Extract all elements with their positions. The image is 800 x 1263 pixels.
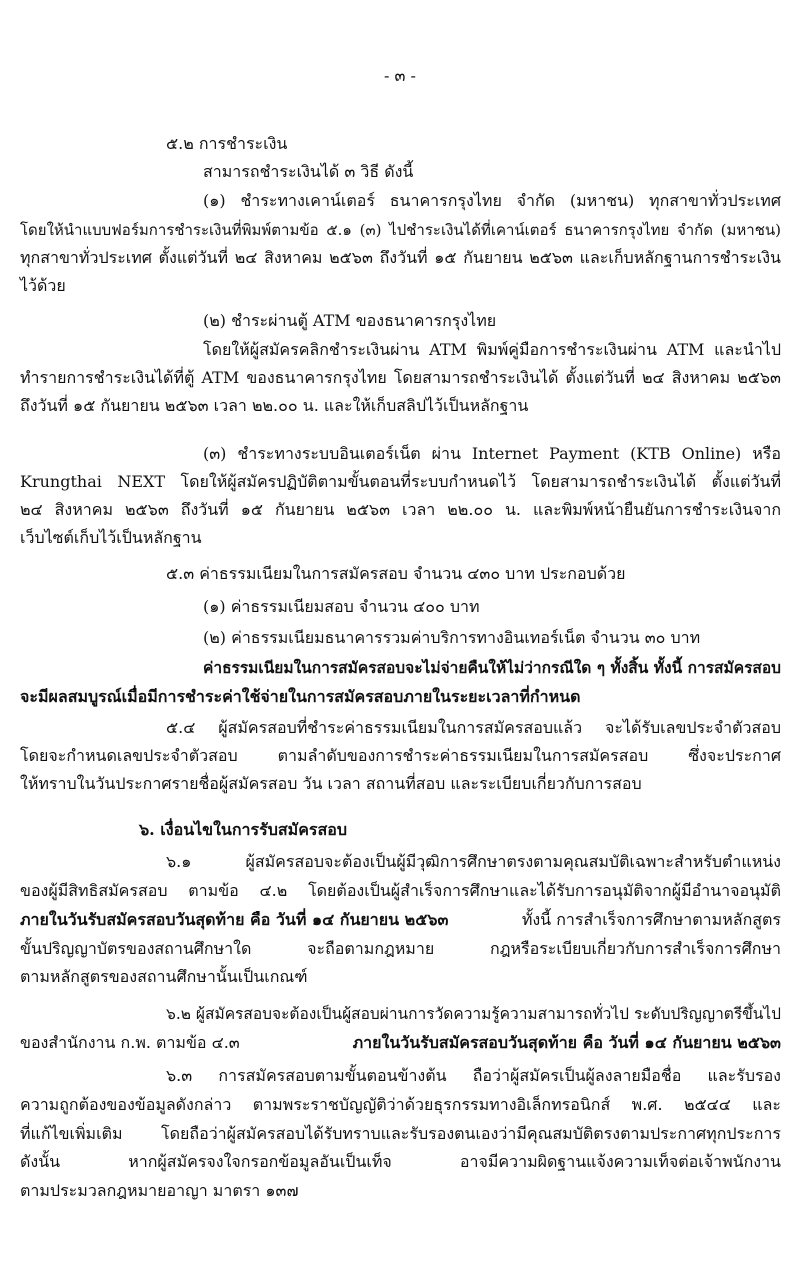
text-line: Krungthai NEXT โดยให้ผู้สมัครปฏิบัติตามขั้นตอนที่ระบบกำหนดไว้ โดยสามารถชำระเงินได้ ตั้งแต่วันที่ [20,472,781,491]
text-line: ของผู้มีสิทธิสมัครสอบ ตามข้อ ๔.๒ โดยต้องเป็นผู้สำเร็จการศึกษาและได้รับการอนุมัติจากผู้มีอำนาจอนุมัติ [20,881,781,900]
text-line: โดยให้นำแบบฟอร์มการชำระเงินที่พิมพ์ตามข้อ ๕.๑ (๓) ไปชำระเงินได้ที่เคาน์เตอร์ ธนาคารกรุงไทย จำกัด (มหาชน) [20,221,781,239]
text-line: ๖.๓ การสมัครสอบตามขั้นตอนข้างต้น ถือว่าผู้สมัครเป็นผู้ลงลายมือชื่อ และรับรอง [166,1066,781,1085]
text-line: ตามประมวลกฎหมายอาญา มาตรา ๑๓๗ [20,1181,299,1200]
section-heading: ๕.๓ ค่าธรรมเนียมในการสมัครสอบ จำนวน ๔๓๐ บาท ประกอบด้วย [166,564,626,583]
text-line: โดยจะกำหนดเลขประจำตัวสอบ ตามลำดับของการชำระค่าธรรมเนียมในการสมัครสอบ ซึ่งจะประกาศ [20,746,781,765]
bold-text-line: ค่าธรรมเนียมในการสมัครสอบจะไม่จ่ายคืนให้ไม่ว่ากรณีใด ๆ ทั้งสิ้น ทั้งนี้ การสมัครสอบ [203,658,781,677]
text-line: ดังนั้น หากผู้สมัครจงใจกรอกข้อมูลอันเป็นเท็จ อาจมีความผิดฐานแจ้งความเท็จต่อเจ้าพนักงาน [20,1152,781,1171]
text-line: เว็บไซต์เก็บไว้เป็นหลักฐาน [20,528,202,547]
text-line: (๒) ชำระผ่านตู้ ATM ของธนาคารกรุงไทย [203,311,497,330]
text-line: ๒๔ สิงหาคม ๒๕๖๓ ถึงวันที่ ๑๕ กันยายน ๒๕๖๓ เวลา ๒๒.๐๐ น. และพิมพ์หน้ายืนยันการชำระเงินจาก [20,500,782,519]
text-line: สามารถชำระเงินได้ ๓ วิธี ดังนี้ [203,162,414,181]
page-number: - ๓ - [384,66,416,85]
text-line: ความถูกต้องของข้อมูลดังกล่าว ตามพระราชบัญญัติว่าด้วยธุรกรรมทางอิเล็กทรอนิกส์ พ.ศ. ๒๕๔๔ และ [20,1095,781,1114]
text-line: (๒) ค่าธรรมเนียมธนาคารรวมค่าบริการทางอินเทอร์เน็ต จำนวน ๓๐ บาท [203,628,701,647]
text-line: ทุกสาขาทั่วประเทศ ตั้งแต่วันที่ ๒๔ สิงหาคม ๒๕๖๓ ถึงวันที่ ๑๕ กันยายน ๒๕๖๓ และเก็บหลักฐานการชำระเงิน [20,248,781,267]
text-line: (๑) ค่าธรรมเนียมสอบ จำนวน ๔๐๐ บาท [203,597,480,616]
text-line: โดยให้ผู้สมัครคลิกชำระเงินผ่าน ATM พิมพ์คู่มือการชำระเงินผ่าน ATM และนำไป [203,340,781,359]
text-segment: ของสำนักงาน ก.พ. ตามข้อ ๔.๓ [20,1033,240,1052]
text-line: ไว้ด้วย [20,276,66,295]
section-heading: ๖. เงื่อนไขในการรับสมัครสอบ [139,820,348,839]
section-heading: ๕.๔ ผู้สมัครสอบที่ชำระค่าธรรมเนียมในการสมัครสอบแล้ว จะได้รับเลขประจำตัวสอบ [166,718,781,737]
text-line-mixed [20,1031,781,1055]
text-line: (๓) ชำระทางระบบอินเตอร์เน็ต ผ่าน Internet Payment (KTB Online) หรือ [203,444,781,463]
text-line: ๖.๑ ผู้สมัครสอบจะต้องเป็นผู้มีวุฒิการศึกษาตรงตามคุณสมบัติเฉพาะสำหรับตำแหน่ง [166,852,781,871]
text-line: ที่แก้ไขเพิ่มเติม โดยถือว่าผู้สมัครสอบได้รับทราบและรับรองตนเองว่ามีคุณสมบัติตรงตามประกาศทุกประการ [20,1124,781,1143]
bold-deadline-text: ภายในวันรับสมัครสอบวันสุดท้าย คือ วันที่ ๑๔ กันยายน ๒๕๖๓ [20,910,449,929]
text-line: ให้ทราบในวันประกาศรายชื่อผู้สมัครสอบ วัน เวลา สถานที่สอบ และระเบียบเกี่ยวกับการสอบ [20,774,642,793]
text-line: ๖.๒ ผู้สมัครสอบจะต้องเป็นผู้สอบผ่านการวัดความรู้ความสามารถทั่วไป ระดับปริญญาตรีขึ้นไป [166,1005,781,1023]
text-line: ทำรายการชำระเงินได้ที่ตู้ ATM ของธนาคารกรุงไทย โดยสามารถชำระเงินได้ ตั้งแต่วันที่ ๒๔ สิงหาคม ๒๕๖๓ [20,368,781,387]
text-line: (๑) ชำระทางเคาน์เตอร์ ธนาคารกรุงไทย จำกัด (มหาชน) ทุกสาขาทั่วประเทศ [203,191,781,210]
text-line: ขั้นปริญญาบัตรของสถานศึกษาใด จะถือตามกฎหมาย กฎหรือระเบียบเกี่ยวกับการสำเร็จการศึกษา [20,939,781,958]
section-heading: ๕.๒ การชำระเงิน [166,134,288,153]
bold-text-line: จะมีผลสมบูรณ์เมื่อมีการชำระค่าใช้จ่ายในการสมัครสอบภายในระยะเวลาที่กำหนด [20,687,581,706]
text-line-mixed [20,908,781,932]
text-segment: ทั้งนี้ การสำเร็จการศึกษาตามหลักสูตร [521,910,781,929]
text-line: ตามหลักสูตรของสถานศึกษานั้นเป็นเกณฑ์ [20,967,308,986]
bold-deadline-text: ภายในวันรับสมัครสอบวันสุดท้าย คือ วันที่ ๑๔ กันยายน ๒๕๖๓ [352,1033,781,1052]
text-line: ถึงวันที่ ๑๕ กันยายน ๒๕๖๓ เวลา ๒๒.๐๐ น. และให้เก็บสลิปไว้เป็นหลักฐาน [20,396,529,415]
